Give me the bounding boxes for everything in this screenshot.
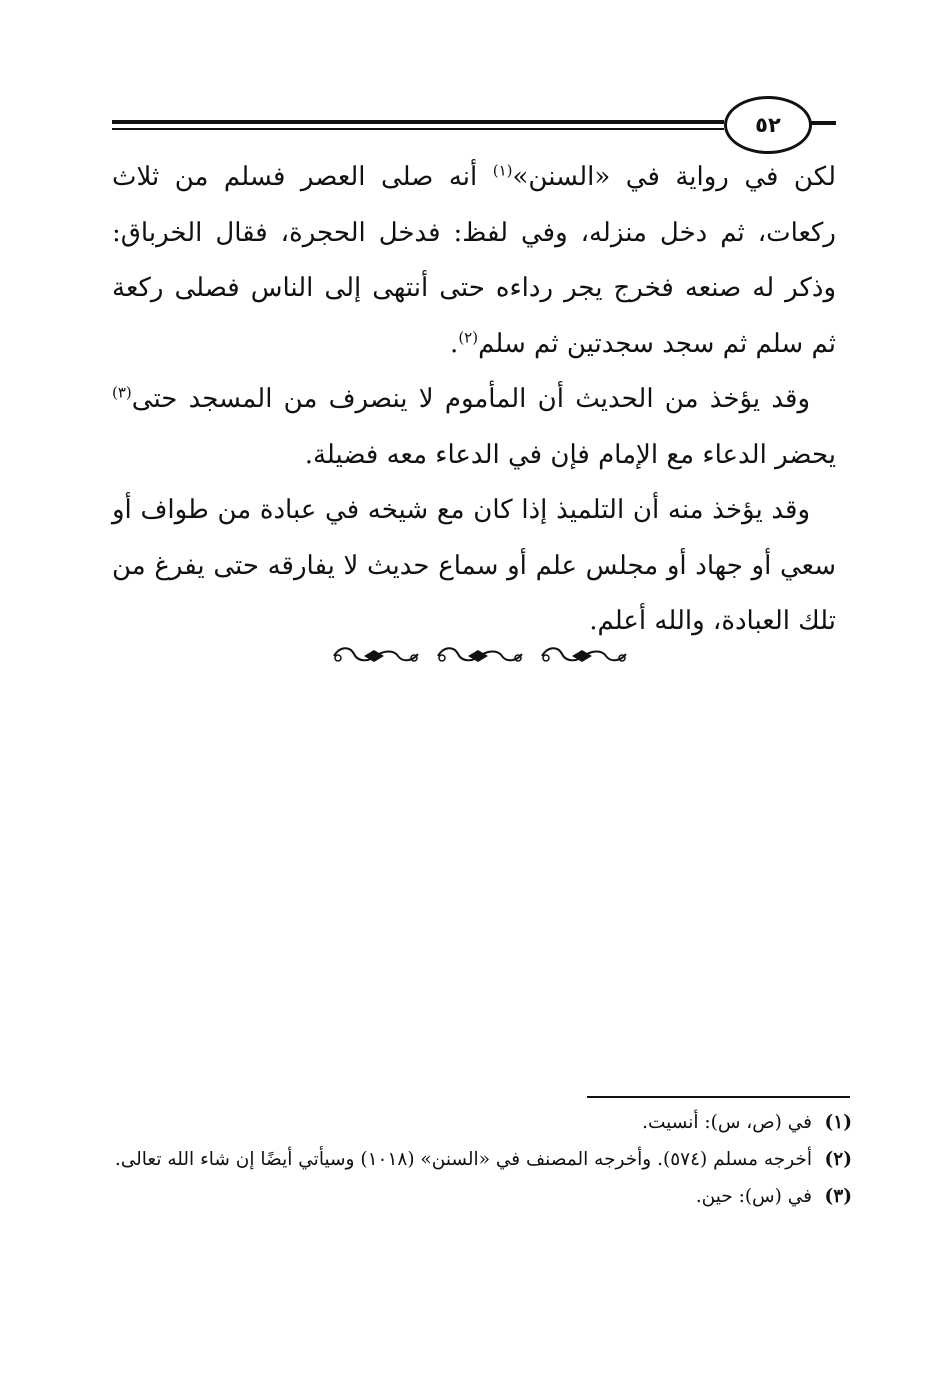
main-text xyxy=(112,150,836,650)
paragraph-text: يحضر الدعاء مع الإمام فإن في الدعاء معه فضيلة. xyxy=(304,439,836,470)
footnote-marker: (١) xyxy=(492,161,513,180)
page-number: ٥٢ xyxy=(755,113,781,137)
paragraph-text: وقد يؤخذ منه أن التلميذ إذا كان مع شيخه في عبادة من طواف أو سعي أو جهاد أو مجلس علم أو سماع حديث لا يفارقه حتى يفرغ من تلك العبادة، والله أعلم. xyxy=(112,495,836,636)
page-number-badge xyxy=(724,96,812,154)
header-rule xyxy=(112,120,724,124)
footnote-text: أخرجه مسلم (٥٧٤). وأخرجه المصنف في «السنن» (١٠١٨) وسيأتي أيضًا إن شاء الله تعالى. xyxy=(114,1149,812,1170)
footnote-marker: (٢) xyxy=(458,327,479,346)
ornament-divider xyxy=(330,640,630,672)
paragraph-2 xyxy=(112,372,836,483)
ornament-flourish-icon xyxy=(434,642,526,670)
paragraph-1 xyxy=(112,150,836,372)
footnote-number: (١) xyxy=(824,1112,852,1133)
footnotes xyxy=(112,1104,852,1215)
paragraph-text: أنه صلى العصر فسلم من ثلاث ركعات، ثم دخل منزله، وفي لفظ: فدخل الحجرة، فقال الخرباق: وذكر له صنعه فخرج يجر رداءه حتى أنتهى إلى الناس فصلى ركعة ثم سلم ثم سجد سجدتين ثم سلم xyxy=(112,162,836,359)
header-rule-thin xyxy=(112,128,724,130)
footnote-text: في (س): حين. xyxy=(695,1186,812,1207)
paragraph-text: وقد يؤخذ من الحديث أن المأموم لا ينصرف من المسجد حتى xyxy=(131,384,810,414)
footnote-item xyxy=(112,1141,852,1178)
footnote-text: في (ص، س): أنسيت. xyxy=(642,1112,812,1133)
ornament-flourish-icon xyxy=(538,642,630,670)
ornament-flourish-icon xyxy=(330,642,422,670)
paragraph-3 xyxy=(112,483,836,650)
footnote-number: (٣) xyxy=(824,1186,852,1207)
footnote-marker: (٣) xyxy=(112,383,132,402)
footnote-separator xyxy=(587,1096,850,1098)
footnote-number: (٢) xyxy=(824,1149,852,1170)
footnote-item xyxy=(112,1178,852,1215)
paragraph-text: . xyxy=(450,328,459,359)
footnote-item xyxy=(112,1104,852,1141)
paragraph-text: لكن في رواية في «السنن» xyxy=(512,162,837,192)
